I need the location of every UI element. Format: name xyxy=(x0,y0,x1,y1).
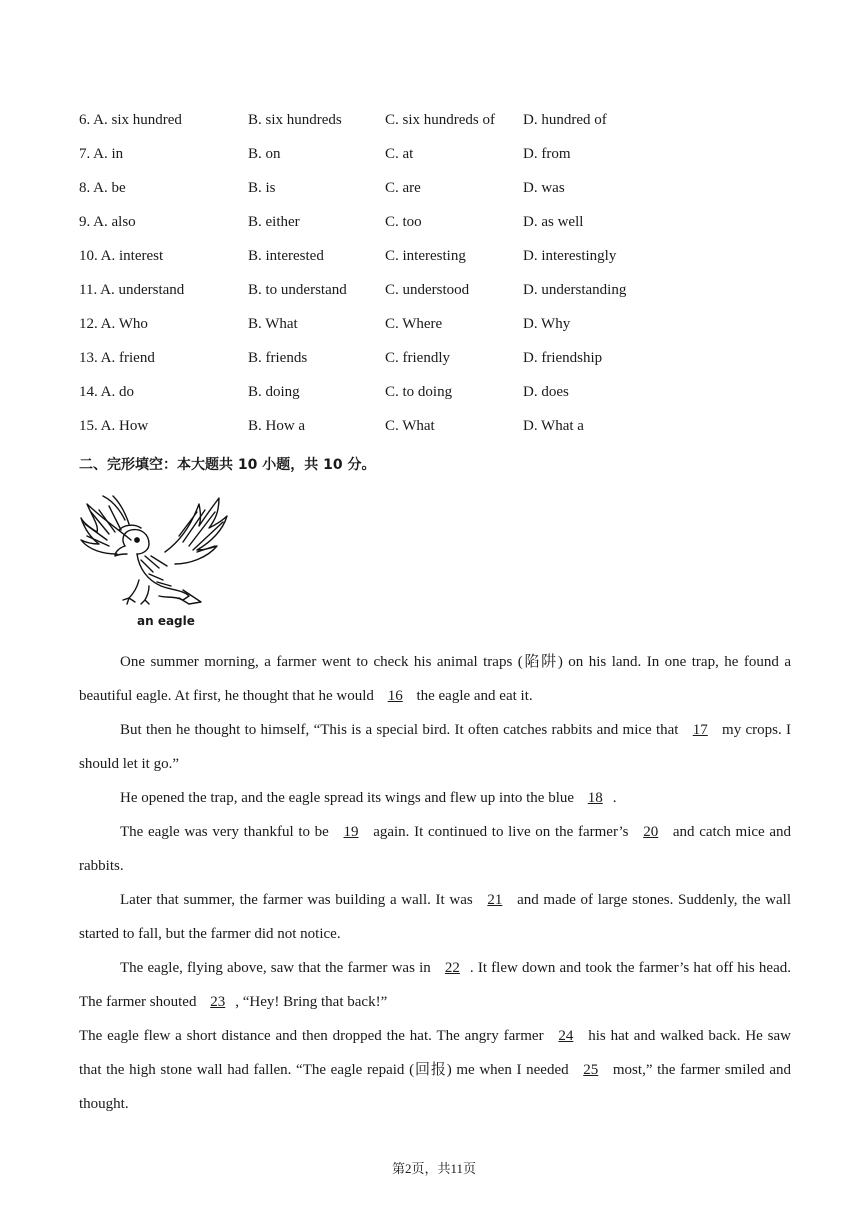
option-a: 12. A. Who xyxy=(79,316,148,332)
blank-18: 18 xyxy=(587,790,603,806)
option-c: C. are xyxy=(385,180,421,196)
option-d: D. friendship xyxy=(523,350,603,366)
option-d: D. from xyxy=(523,146,571,162)
option-c: C. six hundreds of xyxy=(385,112,495,128)
option-a: 6. A. six hundred xyxy=(79,112,182,128)
option-a: 10. A. interest xyxy=(79,248,164,264)
option-row xyxy=(79,384,799,418)
blank-22: 22 xyxy=(444,960,460,976)
option-row xyxy=(79,418,799,452)
option-b: B. interested xyxy=(248,248,324,264)
option-c: C. too xyxy=(385,214,422,230)
passage-text: , “Hey! Bring that back!” xyxy=(235,994,388,1010)
option-d: D. hundred of xyxy=(523,112,607,128)
passage-text: He opened the trap, and the eagle spread its wings and flew up into the blue xyxy=(120,790,578,806)
blank-19: 19 xyxy=(343,824,359,840)
option-b: B. friends xyxy=(248,350,308,366)
option-c: C. What xyxy=(385,418,435,434)
option-row xyxy=(79,180,799,214)
passage-text: Later that summer, the farmer was building a wall. It was xyxy=(120,892,478,908)
option-d: D. understanding xyxy=(523,282,627,298)
blank-21: 21 xyxy=(487,892,503,908)
cloze-passage xyxy=(79,645,791,1121)
eagle-caption: an eagle xyxy=(137,614,195,628)
blank-24: 24 xyxy=(558,1028,574,1044)
passage-text: The eagle was very thankful to be xyxy=(120,824,334,840)
option-d: D. as well xyxy=(523,214,584,230)
answer-options xyxy=(79,112,799,452)
option-b: B. What xyxy=(248,316,298,332)
option-row xyxy=(79,350,799,384)
passage-paragraph xyxy=(79,1019,791,1121)
passage-text: One summer morning, a farmer went to check his animal traps (陷阱) on his land. In one trap, he found a beautiful eagle. At first, he thought that he would xyxy=(79,654,791,704)
passage-paragraph xyxy=(79,815,791,883)
option-b: B. either xyxy=(248,214,300,230)
option-c: C. understood xyxy=(385,282,470,298)
eagle-icon xyxy=(79,490,229,615)
passage-text: The eagle flew a short distance and then dropped the hat. The angry farmer xyxy=(79,1028,549,1044)
option-b: B. to understand xyxy=(248,282,347,298)
option-d: D. What a xyxy=(523,418,584,434)
option-d: D. was xyxy=(523,180,565,196)
passage-text: most,” the farmer smiled and thought. xyxy=(79,1062,791,1112)
option-row xyxy=(79,112,799,146)
page-footer: 第2页，共11页 xyxy=(391,1161,477,1176)
section-heading: 二、完形填空：本大题共 10 小题，共 10 分。 xyxy=(79,457,376,473)
option-row xyxy=(79,146,799,180)
passage-paragraph xyxy=(79,951,791,1019)
option-c: C. Where xyxy=(385,316,443,332)
option-b: B. is xyxy=(248,180,276,196)
option-row xyxy=(79,214,799,248)
option-row xyxy=(79,282,799,316)
passage-paragraph xyxy=(79,645,791,713)
blank-20: 20 xyxy=(643,824,659,840)
passage-text: The eagle, flying above, saw that the farmer was in xyxy=(120,960,435,976)
option-b: B. on xyxy=(248,146,281,162)
option-a: 15. A. How xyxy=(79,418,149,434)
option-d: D. Why xyxy=(523,316,571,332)
passage-text: his hat and walked back. He saw that the high stone wall had fallen. “The eagle repaid (回报) me when I needed xyxy=(79,1028,792,1078)
passage-text: again. It continued to live on the farmer’s xyxy=(368,824,634,840)
option-c: C. friendly xyxy=(385,350,450,366)
option-d: D. does xyxy=(523,384,569,400)
option-a: 11. A. understand xyxy=(79,282,185,298)
option-a: 8. A. be xyxy=(79,180,126,196)
option-a: 13. A. friend xyxy=(79,350,155,366)
option-c: C. to doing xyxy=(385,384,453,400)
blank-17: 17 xyxy=(692,722,708,738)
passage-paragraph xyxy=(79,713,791,781)
passage-text: But then he thought to himself, “This is a special bird. It often catches rabbits and mice that xyxy=(120,722,683,738)
option-c: C. at xyxy=(385,146,414,162)
passage-paragraph xyxy=(79,781,791,815)
option-b: B. six hundreds xyxy=(248,112,342,128)
passage-text: my crops. I should let it go.” xyxy=(79,722,791,772)
blank-25: 25 xyxy=(583,1062,599,1078)
option-b: B. How a xyxy=(248,418,306,434)
option-a: 7. A. in xyxy=(79,146,124,162)
passage-text: and made of large stones. Suddenly, the wall started to fall, but the farmer did not notice. xyxy=(79,892,791,942)
option-c: C. interesting xyxy=(385,248,466,264)
passage-text: . xyxy=(612,790,617,806)
passage-text: the eagle and eat it. xyxy=(412,688,533,704)
passage-text: and catch mice and rabbits. xyxy=(79,824,792,874)
option-a: 14. A. do xyxy=(79,384,135,400)
blank-23: 23 xyxy=(210,994,226,1010)
blank-16: 16 xyxy=(387,688,403,704)
option-row xyxy=(79,316,799,350)
option-d: D. interestingly xyxy=(523,248,617,264)
option-a: 9. A. also xyxy=(79,214,136,230)
option-b: B. doing xyxy=(248,384,300,400)
passage-paragraph xyxy=(79,883,791,951)
eagle-illustration xyxy=(79,490,229,630)
passage-text: . It flew down and took the farmer’s hat off his head. The farmer shouted xyxy=(79,960,791,1010)
option-row xyxy=(79,248,799,282)
